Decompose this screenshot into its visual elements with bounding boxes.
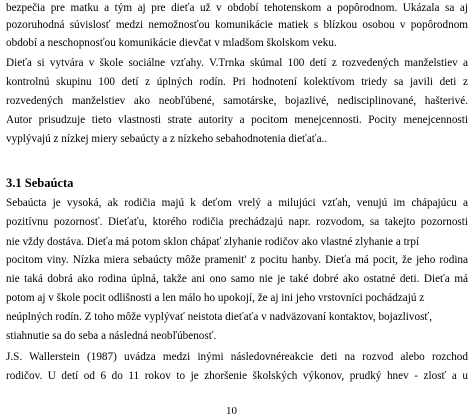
text-line: Sebaúcta je vysoká, ak rodičia majú k deťom vrelý a milujúci vzťah, venujú im chápajúcu a bbox=[6, 197, 468, 209]
text-line: Dieťa si vytvára v škole sociálne vzťahy. V.Trnka skúmal 100 detí z rozvedených manželstiev a bbox=[6, 57, 468, 69]
text-line: pocitom viny. Nízka miera sebaúcty môže pramenit' z pocitu hanby. Dieťa má pocit, že jeho rodina bbox=[6, 254, 468, 266]
section-heading: 3.1 Sebaúcta bbox=[6, 176, 74, 190]
text-line: rozvedených manželstiev ako neobľúbené, samotárske, bojazlivé, nedisciplinované, hašterivé. bbox=[6, 95, 468, 107]
text-line: rodičov. U detí od 6 do 11 rokov to je zhoršenie školských výkonov, prudký hnev - zlosť a u bbox=[6, 370, 468, 382]
text-line: stiahnutie sa do seba a následná neobľúbenosť. bbox=[6, 330, 217, 342]
page-number: 10 bbox=[226, 405, 237, 417]
text-line: vyplývajú z nízkej miery sebaúcty a z nízkeho sebahodnotenia dieťaťa.. bbox=[6, 133, 328, 145]
text-line: J.S. Wallerstein (1987) uvádza medzi inými následovnéreakcie deti na rozvod alebo rozchod bbox=[6, 351, 468, 363]
text-line: nie taká dobrá ako rodina úplná, takže ani ono samo nie je také dobré ako ostatné deti. Dieťa má bbox=[6, 273, 468, 285]
text-line: potom aj v škole pocit odlišnosti a len málo ho upokojí, že aj ini jeho vrstovníci pochádzajú z bbox=[6, 292, 425, 304]
text-line: kontrolnú skupinu 100 detí z úplných rodín. Pri hodnotení kolektívom triedy sa javili deti z bbox=[6, 76, 468, 88]
text-line: nie vždy dostáva. Dieťa má potom sklon chápať zlyhanie rodičov ako vlastné zlyhanie a trpí bbox=[6, 236, 420, 248]
text-line: Autor prisudzuje tieto vlastnosti strate autority a pocitom menejcennosti. Pocity menejcennosti bbox=[6, 114, 468, 126]
text-line: pozoruhodná súvislosť medzi nemožnosťou komunikácie matiek s blízkou osobou v popôrodnom bbox=[6, 19, 468, 31]
text-line: neúplných rodín. Z toho môže vyplývať neistota dieťaťa v nadväzovaní kontaktov, bojazlivosť, bbox=[6, 311, 433, 323]
text-line: bezpečia pre matku a tým aj pre dieťa už v období tehotenskom a popôrodnom. Ukázala sa aj bbox=[6, 2, 468, 14]
text-line: období a neschopnosťou komunikácie dievčat v mladšom školskom veku. bbox=[6, 37, 337, 49]
text-line: pozitívnu pozornosť. Dieťaťu, ktorého rodičia prechádzajú napr. rozvodom, sa takejto pozornosti bbox=[6, 216, 468, 228]
